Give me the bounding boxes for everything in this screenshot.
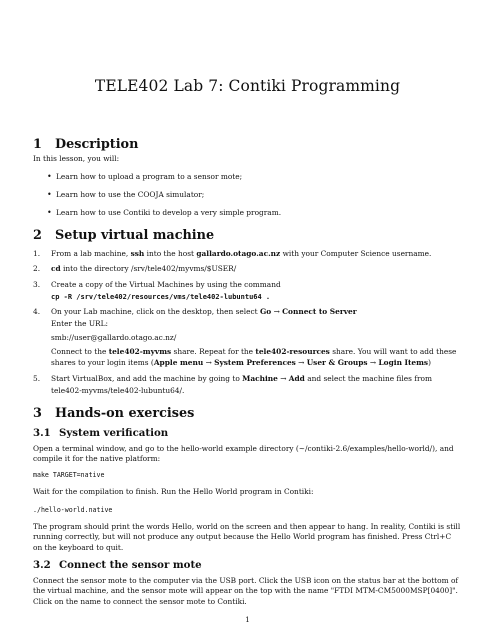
section-title: Hands-on exercises (55, 406, 195, 421)
code-block: ./hello-world.native (33, 506, 113, 514)
section-1-heading (33, 137, 138, 152)
page-number: 1 (245, 615, 250, 624)
subsection-3-2-heading: 3.2 Connect the sensor mote (33, 559, 202, 571)
section-number: 1 (33, 137, 42, 152)
list-item: • Learn how to upload a program to a sensor mote; (47, 172, 243, 181)
paragraph: Wait for the compilation to finish. Run the Hello World program in Contiki: (33, 487, 314, 496)
document-title: TELE402 Lab 7: Contiki Programming (94, 77, 401, 95)
paragraph: The program should print the words Hello, world on the screen and then appear to hang. In reality, Contiki is still running correctly, but will not produce any output because the Hello World program has finished. Press Ctrl+C on the keyboard to quit. (33, 522, 461, 552)
paragraph: Open a terminal window, and go to the hello-world example directory (~/contiki-2.6/examples/hello-world/), and compile it for the native platform: (33, 444, 454, 464)
section-2-heading (33, 228, 214, 243)
bullet-icon: • (47, 190, 52, 199)
section-title: Setup virtual machine (55, 228, 215, 243)
subsection-3-1-heading: 3.1 System verification (33, 427, 169, 439)
list-item: • Learn how to use the COOJA simulator; (47, 190, 205, 199)
section-number: 2 (33, 228, 42, 243)
list-item: • Learn how to use Contiki to develop a very simple program. (47, 208, 282, 217)
bullet-icon: • (47, 172, 52, 181)
bullet-icon: • (47, 208, 52, 217)
section-title: Description (55, 137, 139, 152)
document-page: TELE402 Lab 7: Contiki Programming 1 Description In this lesson, you will: • Learn how to upload a program to a sensor mote; • Learn how to use the COOJA simulator; • Learn how to use Contiki to develop a very simple program. 2 Setup virtual machine 1. From a lab machine, ssh into the host gallardo.otago.ac.nz with your Computer Science username. 2. cd into the directory /srv/tele402/myvms/$USER/ 3. Create a copy of the Virtual Machines by using the command cp -R /srv/tele402/resources/vms/tele402-lubuntu64 . 4. On your Lab machine, click on the desktop, then select Go → Connect to Server Enter the URL: smb://user@gallardo.otago.ac.nz/ Connect to the tele402-myvms share. Repeat for the tele402-resources share. You will want to add these shares to your login items (Apple menu → System Preferences → User & Groups → Login Items) 5. Start VirtualBox, and add the machine by going to Machine → Add and select the machine files from tele402-myvms/tele402-lubuntu64/. 3 Hands-on exercises 3.1 System verification Open a terminal window, and go to the hello-world example directory (~/contiki-2.6/examples/hello-world/), and compile it for the native platform: make TARGET=native Wait for the compilation to finish. Run the Hello World program in Contiki: ./hello-world.native The program should print the words Hello, world on the screen and then appear to hang. In reality, Contiki is still running correctly, but will not produce any output because the Hello World program has finished. Press Ctrl+C on the keyboard to quit. 3.2 Connect the sensor mote Connect the sensor mote to the computer via the USB port. Click the USB icon on the status bar at the bottom of the virtual machine, and the sensor mote will appear on the top with the name "FTDI MTM-CM5000MSP[0400]". Click on the name to connect the sensor mote to Contiki. 1 (0, 0, 495, 640)
paragraph: Connect the sensor mote to the computer via the USB port. Click the USB icon on the status bar at the bottom of the virtual machine, and the sensor mote will appear on the top with the name "FTDI MTM-CM5000MSP[0400]". Click on the name to connect the sensor mote to Contiki. (33, 576, 459, 606)
section-number: 3 (33, 406, 42, 421)
code-block: make TARGET=native (33, 471, 105, 479)
section-3-heading (33, 406, 194, 421)
section-1-intro: In this lesson, you will: (33, 154, 120, 163)
